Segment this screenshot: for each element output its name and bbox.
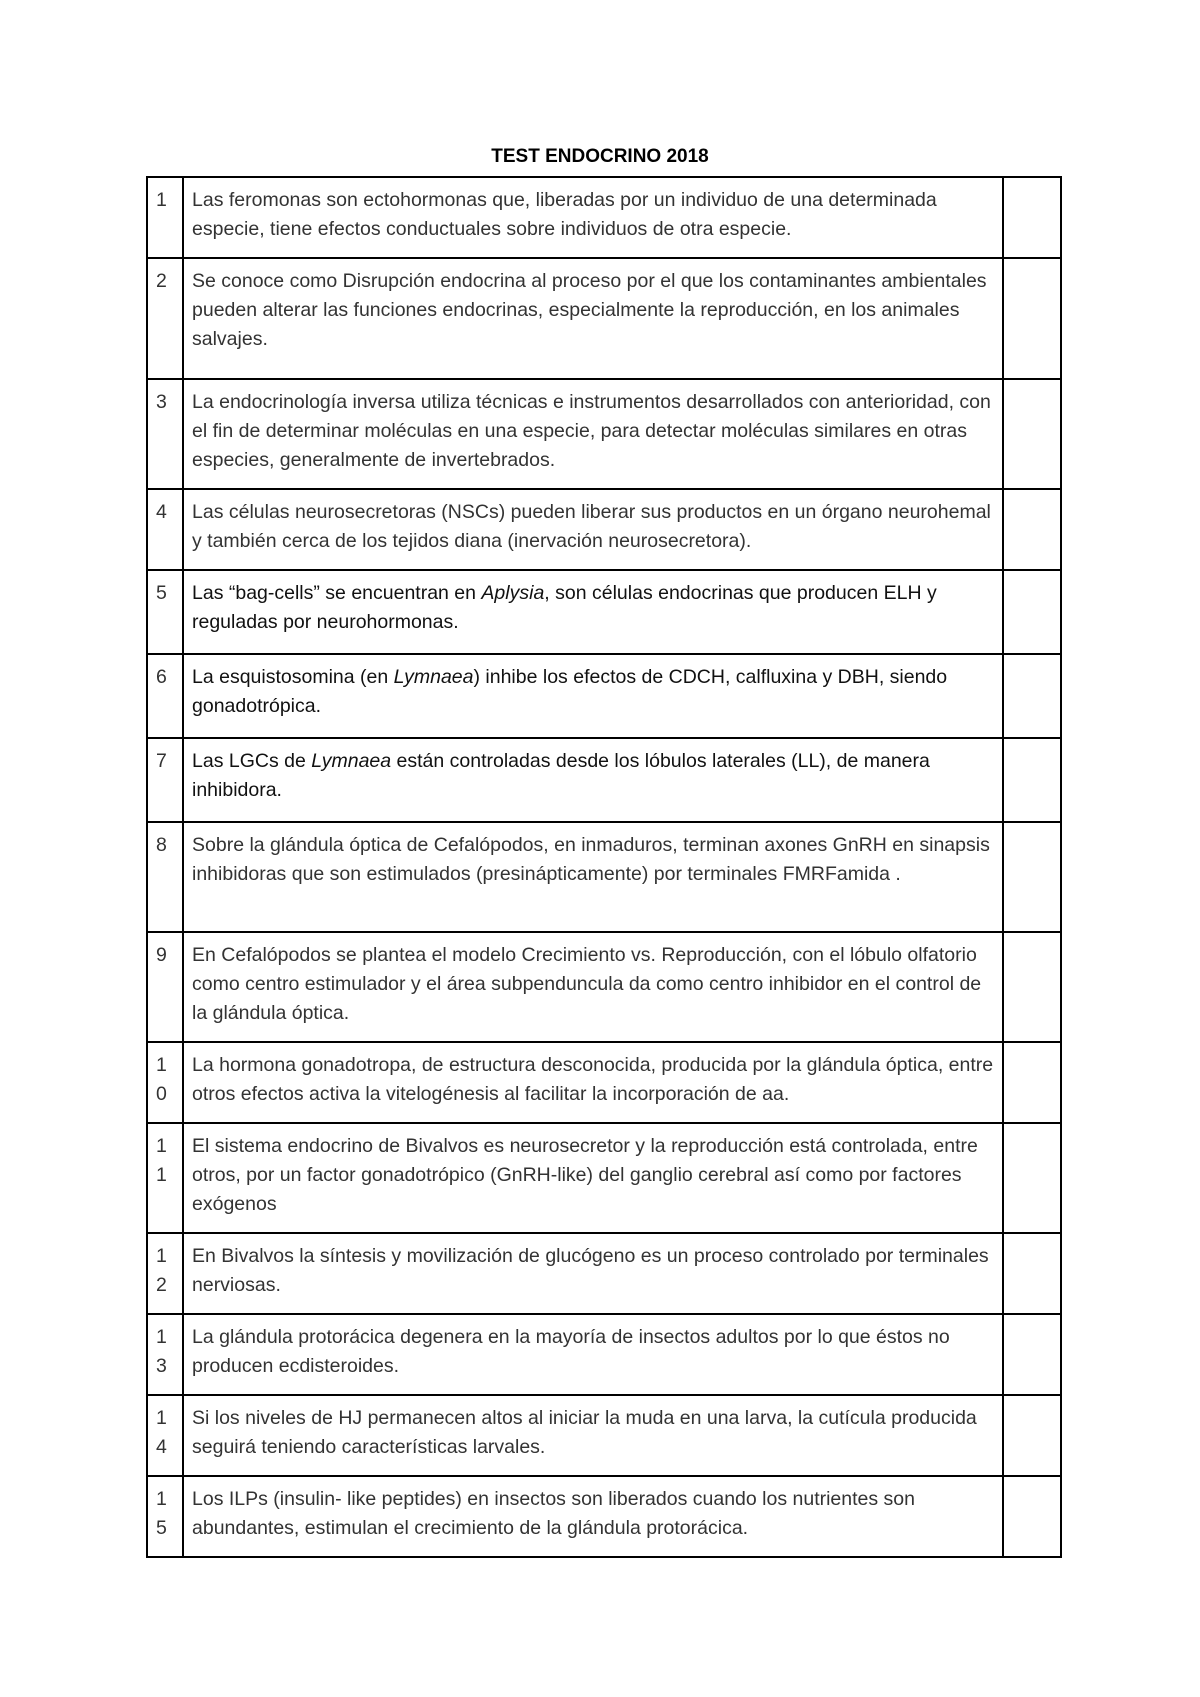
species-name: Lymnaea: [393, 666, 474, 688]
question-text: Las LGCs de Lymnaea están controladas desde los lóbulos laterales (LL), de manera inhibidora.: [183, 738, 1003, 822]
question-text: Las células neurosecretoras (NSCs) pueden liberar sus productos en un órgano neurohemal y también cerca de los tejidos diana (inervación neurosecretora).: [183, 489, 1003, 570]
question-text: La esquistosomina (en Lymnaea) inhibe los efectos de CDCH, calfluxina y DBH, siendo gonadotrópica.: [183, 654, 1003, 738]
species-name: Lymnaea: [311, 750, 392, 772]
page-title: TEST ENDOCRINO 2018: [491, 146, 709, 167]
answer-cell[interactable]: [1003, 258, 1061, 379]
question-text: Sobre la glándula óptica de Cefalópodos, en inmaduros, terminan axones GnRH en sinapsis inhibidoras que son estimulados (presinápticamente) por terminales FMRFamida .: [183, 822, 1003, 932]
question-number: 9: [147, 932, 183, 1042]
question-number: 2: [147, 258, 183, 379]
test-table: [146, 176, 1062, 1558]
question-text: En Cefalópodos se plantea el modelo Crecimiento vs. Reproducción, con el lóbulo olfatorio como centro estimulador y el área subpenduncula da como centro inhibidor en el control de la glándula óptica.: [183, 932, 1003, 1042]
answer-cell[interactable]: [1003, 654, 1061, 738]
question-number: 1 2: [147, 1233, 183, 1314]
question-number: 8: [147, 822, 183, 932]
question-text: Se conoce como Disrupción endocrina al proceso por el que los contaminantes ambientales pueden alterar las funciones endocrinas, especialmente la reproducción, en los animales salvajes.: [183, 258, 1003, 379]
question-number: 1: [147, 177, 183, 258]
question-text: Los ILPs (insulin- like peptides) en insectos son liberados cuando los nutrientes son abundantes, estimulan el crecimiento de la glándula protorácica.: [183, 1476, 1003, 1557]
question-number: 3: [147, 379, 183, 489]
answer-cell[interactable]: [1003, 1123, 1061, 1233]
table-row: [147, 258, 1061, 379]
answer-cell[interactable]: [1003, 1233, 1061, 1314]
table-row: [147, 1042, 1061, 1123]
table-row: [147, 1233, 1061, 1314]
table-row: [147, 177, 1061, 258]
answer-cell[interactable]: [1003, 177, 1061, 258]
answer-cell[interactable]: [1003, 489, 1061, 570]
table-row: [147, 932, 1061, 1042]
table-row: [147, 1314, 1061, 1395]
question-number: 7: [147, 738, 183, 822]
table-row: [147, 1123, 1061, 1233]
table-row: [147, 822, 1061, 932]
question-number: 1 1: [147, 1123, 183, 1233]
question-text: La hormona gonadotropa, de estructura desconocida, producida por la glándula óptica, entre otros efectos activa la vitelogénesis al facilitar la incorporación de aa.: [183, 1042, 1003, 1123]
answer-cell[interactable]: [1003, 1395, 1061, 1476]
answer-cell[interactable]: [1003, 1476, 1061, 1557]
question-number: 1 3: [147, 1314, 183, 1395]
question-text: La glándula protorácica degenera en la mayoría de insectos adultos por lo que éstos no producen ecdisteroides.: [183, 1314, 1003, 1395]
answer-cell[interactable]: [1003, 1042, 1061, 1123]
table-row: [147, 570, 1061, 654]
answer-cell[interactable]: [1003, 822, 1061, 932]
question-text: Las “bag-cells” se encuentran en Aplysia, son células endocrinas que producen ELH y reguladas por neurohormonas.: [183, 570, 1003, 654]
question-text: Si los niveles de HJ permanecen altos al iniciar la muda en una larva, la cutícula producida seguirá teniendo características larvales.: [183, 1395, 1003, 1476]
species-name: Aplysia: [481, 582, 545, 604]
question-number: 6: [147, 654, 183, 738]
table-row: [147, 1476, 1061, 1557]
answer-cell[interactable]: [1003, 570, 1061, 654]
table-row: [147, 379, 1061, 489]
answer-cell[interactable]: [1003, 1314, 1061, 1395]
question-text: Las feromonas son ectohormonas que, liberadas por un individuo de una determinada especie, tiene efectos conductuales sobre individuos de otra especie.: [183, 177, 1003, 258]
table-row: [147, 489, 1061, 570]
answer-cell[interactable]: [1003, 379, 1061, 489]
question-number: 5: [147, 570, 183, 654]
table-row: [147, 654, 1061, 738]
question-number: 1 0: [147, 1042, 183, 1123]
question-number: 1 5: [147, 1476, 183, 1557]
question-number: 1 4: [147, 1395, 183, 1476]
question-number: 4: [147, 489, 183, 570]
answer-cell[interactable]: [1003, 738, 1061, 822]
question-text: La endocrinología inversa utiliza técnicas e instrumentos desarrollados con anterioridad, con el fin de determinar moléculas en una especie, para detectar moléculas similares en otras especies, generalmente de invertebrados.: [183, 379, 1003, 489]
question-text: El sistema endocrino de Bivalvos es neurosecretor y la reproducción está controlada, entre otros, por un factor gonadotrópico (GnRH-like) del ganglio cerebral así como por factores exógenos: [183, 1123, 1003, 1233]
table-row: [147, 1395, 1061, 1476]
question-text: En Bivalvos la síntesis y movilización de glucógeno es un proceso controlado por terminales nerviosas.: [183, 1233, 1003, 1314]
table-row: [147, 738, 1061, 822]
answer-cell[interactable]: [1003, 932, 1061, 1042]
